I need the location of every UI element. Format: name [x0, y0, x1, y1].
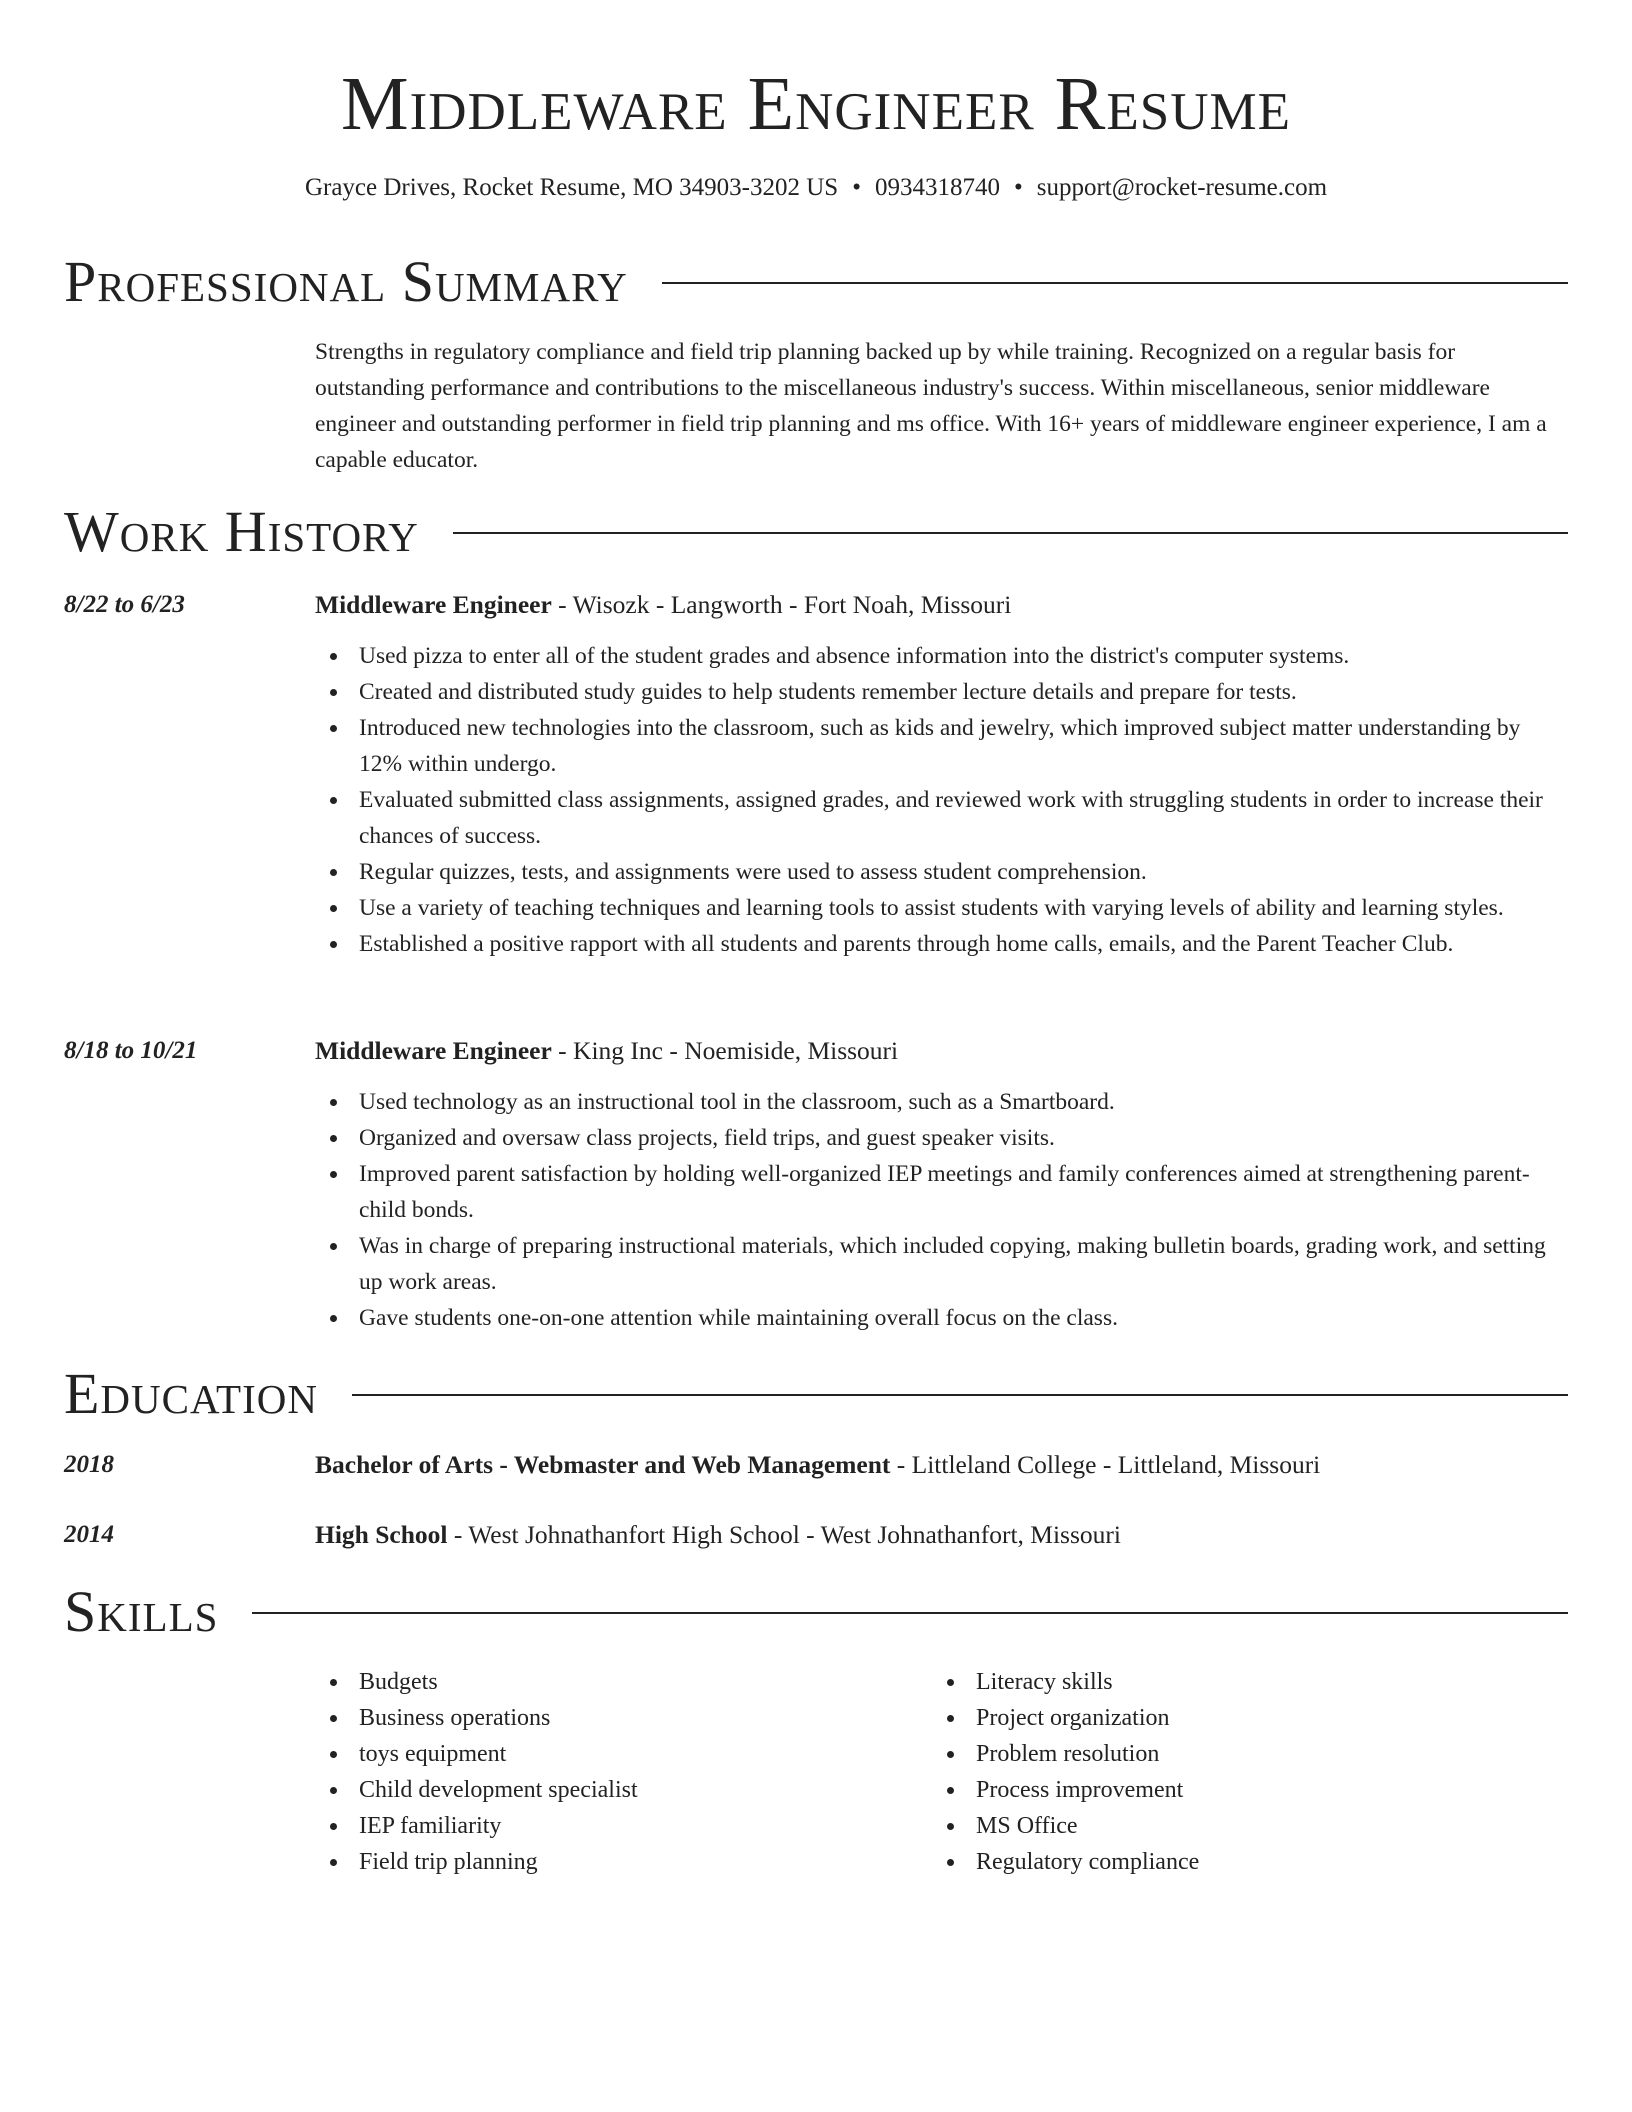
skills-section-header	[64, 1580, 1568, 1644]
contact-phone: 0934318740	[874, 174, 1000, 201]
education-line	[315, 1518, 1568, 1552]
education-details: - West Johnathanfort High School - West Johnathanfort, Missouri	[447, 1520, 1121, 1549]
job-dates: 8/18 to 10/21	[64, 1037, 198, 1064]
list-item: Established a positive rapport with all students and parents through home calls, emails, and the Parent Teacher Club.	[315, 926, 1568, 962]
resume-title: Middleware Engineer Resume	[341, 62, 1291, 146]
work-heading: Work History	[64, 499, 419, 564]
section-divider	[662, 282, 1568, 284]
work-section-header	[64, 500, 1568, 564]
education-degree: Bachelor of Arts - Webmaster and Web Management	[315, 1450, 891, 1479]
list-item: Regular quizzes, tests, and assignments were used to assess student comprehension.	[315, 854, 1568, 890]
list-item: Use a variety of teaching techniques and learning tools to assist students with varying levels of ability and learning styles.	[315, 890, 1568, 926]
job-title: Middleware Engineer	[315, 1036, 552, 1065]
list-item: Organized and oversaw class projects, field trips, and guest speaker visits.	[315, 1120, 1568, 1156]
contact-separator: •	[852, 174, 861, 201]
skill-item: Problem resolution	[932, 1736, 1532, 1772]
job-details: - King Inc - Noemiside, Missouri	[551, 1036, 899, 1065]
education-degree: High School	[315, 1520, 448, 1549]
job-title-line	[315, 588, 1568, 622]
summary-section-header	[64, 250, 1568, 314]
job-title: Middleware Engineer	[315, 590, 552, 619]
skill-item: Project organization	[932, 1700, 1532, 1736]
job-bullets	[315, 1084, 1568, 1336]
list-item: Evaluated submitted class assignments, assigned grades, and reviewed work with struggling students in order to increase their chances of success.	[315, 782, 1568, 854]
contact-email: support@rocket-resume.com	[1036, 174, 1328, 201]
contact-separator: •	[1013, 174, 1023, 201]
skills-list-right	[932, 1664, 1532, 1880]
skill-item: Process improvement	[932, 1772, 1532, 1808]
job-details: - Wisozk - Langworth - Fort Noah, Missouri	[551, 590, 1012, 619]
skill-item: toys equipment	[315, 1736, 915, 1772]
list-item: Gave students one-on-one attention while maintaining overall focus on the class.	[315, 1300, 1568, 1336]
list-item: Used technology as an instructional tool in the classroom, such as a Smartboard.	[315, 1084, 1568, 1120]
list-item: Created and distributed study guides to help students remember lecture details and prepare for tests.	[315, 674, 1568, 710]
list-item: Used pizza to enter all of the student grades and absence information into the district's computer systems.	[315, 638, 1568, 674]
skill-item: IEP familiarity	[315, 1808, 915, 1844]
summary-heading: Professional Summary	[64, 249, 628, 314]
education-line	[315, 1448, 1568, 1482]
summary-text: Strengths in regulatory compliance and field trip planning backed up by while training. Recognized on a regular basis for outstanding performance and contributions to the miscellaneous industry's success. Within miscellaneous, senior middleware engineer and outstanding performer in field trip planning and ms office. With 16+ years of middleware engineer experience, I am a capable educator.	[315, 339, 1547, 473]
job-title-line	[315, 1034, 1568, 1068]
list-item: Introduced new technologies into the classroom, such as kids and jewelry, which improved subject matter understanding by 12% within undergo.	[315, 710, 1568, 782]
contact-line	[0, 172, 1632, 204]
skill-item: Business operations	[315, 1700, 915, 1736]
skill-item: Child development specialist	[315, 1772, 915, 1808]
section-divider	[352, 1394, 1568, 1396]
education-year: 2018	[64, 1451, 114, 1478]
skill-item: MS Office	[932, 1808, 1532, 1844]
section-divider	[252, 1612, 1568, 1614]
section-divider	[453, 532, 1568, 534]
education-heading: Education	[64, 1361, 318, 1426]
list-item: Improved parent satisfaction by holding well-organized IEP meetings and family conferences aimed at strengthening parent-child bonds.	[315, 1156, 1568, 1228]
education-section-header	[64, 1362, 1568, 1426]
skills-heading: Skills	[64, 1579, 219, 1644]
job-bullets	[315, 638, 1568, 962]
skill-item: Field trip planning	[315, 1844, 915, 1880]
list-item: Was in charge of preparing instructional materials, which included copying, making bulletin boards, grading work, and setting up work areas.	[315, 1228, 1568, 1300]
education-details: - Littleland College - Littleland, Missouri	[890, 1450, 1321, 1479]
skill-item: Budgets	[315, 1664, 915, 1700]
skills-list-left	[315, 1664, 915, 1880]
job-dates: 8/22 to 6/23	[64, 591, 185, 618]
contact-address: Grayce Drives, Rocket Resume, MO 34903-3202 US	[304, 174, 839, 201]
skill-item: Literacy skills	[932, 1664, 1532, 1700]
skill-item: Regulatory compliance	[932, 1844, 1532, 1880]
education-year: 2014	[64, 1521, 114, 1548]
